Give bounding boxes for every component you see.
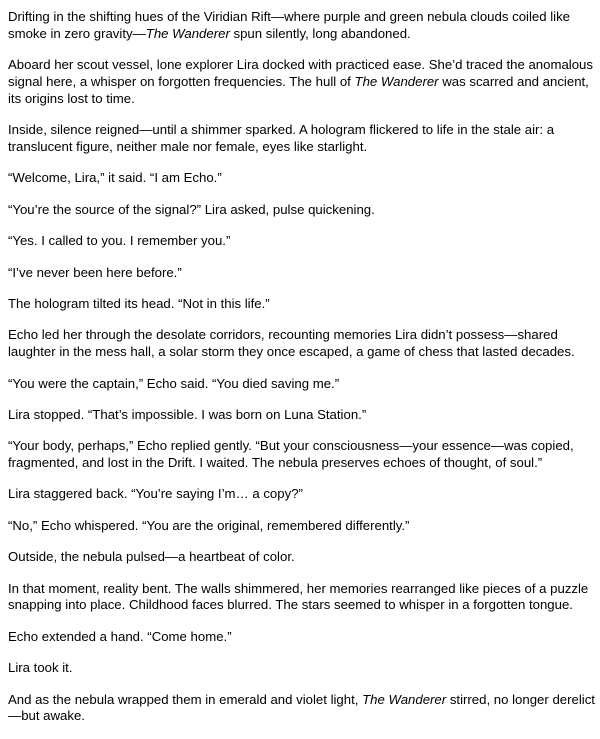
- story-paragraph: [8, 170, 596, 187]
- story-paragraph: [8, 57, 596, 107]
- paragraph-text: stirred, no longer derelict—but awake.: [8, 691, 595, 724]
- paragraph-text: was scarred and ancient, its origins lost to time.: [8, 73, 589, 106]
- paragraph-text: Echo led her through the desolate corridors, recounting memories Lira didn’t possess—shared laughter in the mess hall, a solar storm they once escaped, a game of chess that lasted decades.: [8, 327, 575, 360]
- story-paragraph: [8, 629, 596, 646]
- story-paragraph: [8, 233, 596, 250]
- paragraph-text: And as the nebula wrapped them in emerald and violet light,: [8, 691, 363, 707]
- story-text: [8, 9, 596, 725]
- paragraph-text: Echo extended a hand. “Come home.”: [8, 628, 232, 644]
- story-paragraph: [8, 296, 596, 313]
- story-paragraph: [8, 265, 596, 282]
- story-paragraph: [8, 122, 596, 156]
- paragraph-text: Lira stopped. “That’s impossible. I was born on Luna Station.”: [8, 406, 367, 422]
- paragraph-text: Drifting in the shifting hues of the Viridian Rift—where purple and green nebula clouds coiled like smoke in zero gravity—: [8, 9, 571, 41]
- paragraph-text: Lira took it.: [8, 660, 73, 676]
- story-paragraph: [8, 660, 596, 677]
- story-paragraph: [8, 581, 596, 615]
- paragraph-text: spun silently, long abandoned.: [229, 25, 411, 41]
- paragraph-text: Outside, the nebula pulsed—a heartbeat of color.: [8, 549, 295, 565]
- paragraph-text: “Your body, perhaps,” Echo replied gently. “But your consciousness—your essence—was copied, fragmented, and lost in the Drift. I waited. The nebula preserves echoes of thought, of soul.”: [8, 438, 574, 471]
- paragraph-text: In that moment, reality bent. The walls shimmered, her memories rearranged like pieces of a puzzle snapping into place. Childhood faces blurred. The stars seemed to whisper in a forgotten tongue.: [8, 580, 589, 613]
- ship-name-italic: The Wanderer: [145, 25, 230, 41]
- story-paragraph: [8, 486, 596, 503]
- paragraph-text: The hologram tilted its head. “Not in this life.”: [8, 295, 270, 311]
- ship-name-italic: The Wanderer: [354, 73, 439, 89]
- paragraph-text: Aboard her scout vessel, lone explorer Lira docked with practiced ease. She’d traced the anomalous signal here, a whisper on forgotten frequencies. The hull of: [8, 57, 593, 89]
- paragraph-text: “No,” Echo whispered. “You are the original, remembered differently.”: [8, 517, 410, 533]
- ship-name-italic: The Wanderer: [362, 691, 447, 707]
- story-paragraph: [8, 407, 596, 424]
- story-paragraph: [8, 692, 596, 726]
- story-paragraph: [8, 376, 596, 393]
- paragraph-text: “Welcome, Lira,” it said. “I am Echo.”: [8, 170, 222, 186]
- story-paragraph: [8, 327, 596, 361]
- story-paragraph: [8, 549, 596, 566]
- paragraph-text: Inside, silence reigned—until a shimmer sparked. A hologram flickered to life in the stale air: a translucent figure, neither male nor female, eyes like starlight.: [8, 122, 555, 154]
- paragraph-text: “You’re the source of the signal?” Lira asked, pulse quickening.: [8, 201, 375, 217]
- paragraph-text: “You were the captain,” Echo said. “You died saving me.”: [8, 375, 340, 391]
- paragraph-text: “Yes. I called to you. I remember you.”: [8, 233, 231, 249]
- paragraph-text: Lira staggered back. “You’re saying I’m… a copy?”: [8, 486, 303, 502]
- story-paragraph: [8, 518, 596, 535]
- story-paragraph: [8, 438, 596, 472]
- paragraph-text: “I’ve never been here before.”: [8, 264, 182, 280]
- story-paragraph: [8, 9, 596, 43]
- story-paragraph: [8, 202, 596, 219]
